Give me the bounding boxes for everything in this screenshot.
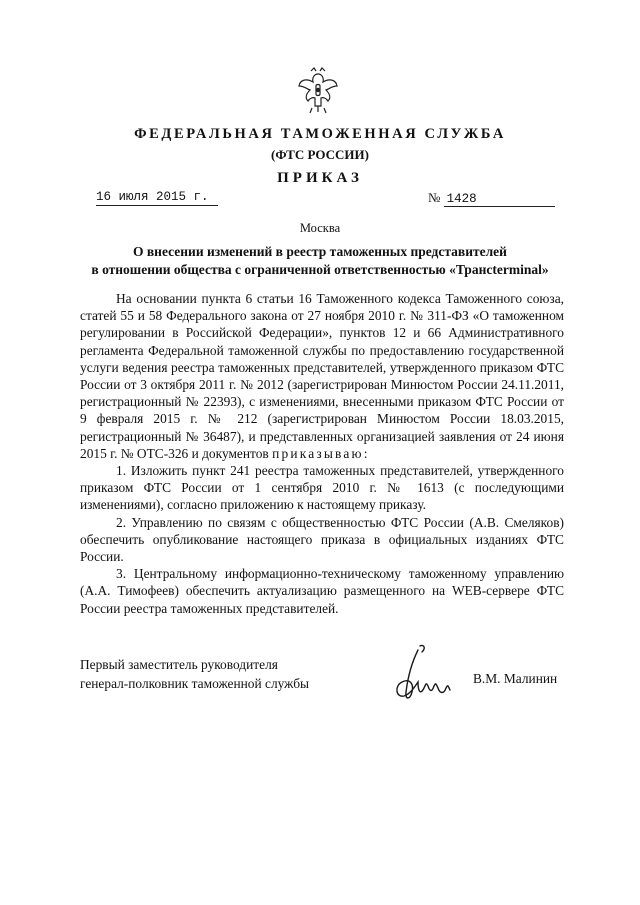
signer-name: В.М. Малинин — [473, 671, 558, 686]
document-type: ПРИКАЗ — [277, 170, 363, 186]
item-2: 2. Управлению по связям с общественностью ФТС России (А.В. Смеляков) обеспечить опубликование настоящего приказа в официальных изданиях ФТС России. — [80, 514, 564, 565]
preamble-paragraph — [80, 290, 564, 462]
title-line-2: в отношении общества с ограниченной ответственностью «Трансterminal» — [91, 262, 549, 277]
document-city: Москва — [299, 221, 341, 235]
document-title — [80, 243, 560, 279]
order-word: приказываю — [272, 445, 364, 461]
number-sign: № — [428, 190, 441, 205]
signer-position-line-2: генерал-полковник таможенной службы — [80, 676, 310, 691]
document-number — [428, 190, 562, 207]
russian-coat-of-arms-emblem — [296, 66, 340, 116]
organization-short-name: (ФТС РОССИИ) — [271, 147, 369, 162]
handwritten-signature — [390, 642, 460, 712]
item-1: 1. Изложить пункт 241 реестра таможенных представителей, утвержденного приказом ФТС России от 1 сентября 2010 г. № 1613 (с последующими изменениями), согласно приложению к настоящему приказу. — [80, 463, 564, 513]
preamble-end: : — [363, 445, 368, 461]
signer-position-line-1: Первый заместитель руководителя — [80, 657, 278, 672]
organization-name: ФЕДЕРАЛЬНАЯ ТАМОЖЕННАЯ СЛУЖБА — [134, 126, 506, 142]
item-3: 3. Центральному информационно-техническому таможенному управлению (А.А. Тимофеев) обеспечить актуализацию размещенного на WEB-сервере ФТС России реестра таможенных представителей. — [80, 566, 564, 616]
document-date: 16 июля 2015 г. — [96, 190, 218, 206]
preamble-text: На основании пункта 6 статьи 16 Таможенного кодекса Таможенного союза, статей 55 и 58 Федерального закона от 27 ноября 2010 г. № 311-ФЗ «О таможенном регулировании в Российской Федерации», пунктов 12 и 66 Административного регламента Федеральной таможенной службы по предоставлению государственной услуги ведения реестра таможенных представителей, утвержденного приказом ФТС России от 3 октября 2011 г. № 2012 (зарегистрирован Минюстом России 24.11.2011, регистрационный № 22393), с изменениями, внесенными приказом ФТС России от 9 февраля 2015 г. № 212 (зарегистрирован Минюстом России 18.03.2015, регистрационный № 36487), и представленных организацией заявления от 24 июня 2015 г. № ОТС-326 и документов — [80, 291, 564, 461]
signer-position — [80, 655, 380, 693]
document-body — [80, 290, 564, 617]
title-line-1: О внесении изменений в реестр таможенных представителей — [133, 244, 507, 259]
number-value: 1428 — [444, 192, 555, 207]
